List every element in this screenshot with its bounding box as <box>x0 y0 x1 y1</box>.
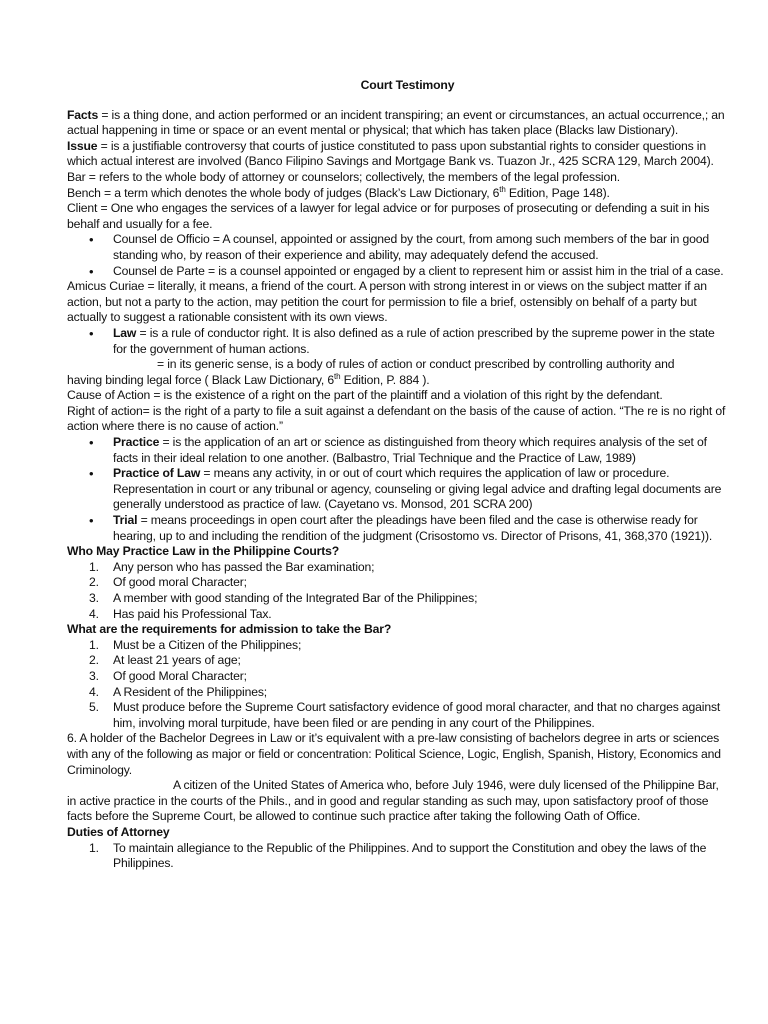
list-item <box>67 607 728 623</box>
item-text: Has paid his Professional Tax. <box>113 606 272 621</box>
practice-text: = is the application of an art or science as distinguished from theory which requires analysis of the set of facts in their ideal relation to one another. (Balbastro, Trial Technique and the Practice of Law, 1989) <box>113 435 707 465</box>
list-item <box>67 653 728 669</box>
right-of-action: Right of action= is the right of a party to file a suit against a defendant on the basis of the cause of action. “The re is no right of action where there is no cause of action.” <box>67 403 726 434</box>
item-text: Must be a Citizen of the Philippines; <box>113 637 302 652</box>
list-item <box>67 575 728 591</box>
item-text: A member with good standing of the Integrated Bar of the Philippines; <box>113 591 478 605</box>
item-text: To maintain allegiance to the Republic of the Philippines. And to support the Constitution and obey the laws of the Philippines. <box>113 840 707 871</box>
issue-text: = is a justifiable controversy that courts of justice constituted to pass upon substantial rights to consider questions in which actual interest are involved (Banco Filipino Savings and Mortgage Bank vs. Tuazon Jr., 425 SCRA 129, March 2004). <box>67 138 714 169</box>
item-text: Any person who has passed the Bar examination; <box>113 559 375 574</box>
law-cite-text: having binding legal force ( Black Law Dictionary, 6 <box>67 372 335 387</box>
duties-list <box>67 841 728 872</box>
list-item <box>67 591 728 607</box>
counsel-list <box>67 232 728 279</box>
list-item <box>67 638 728 654</box>
law-citation <box>67 373 728 389</box>
list-item: • Counsel de Officio = A counsel, appointed or assigned by the court, from among such members of the bar in good standing who, by reason of their experience and ability, may adequately defend the accused. <box>67 232 728 263</box>
item-number: 3. <box>89 668 99 683</box>
practice-of-law-term: Practice of Law <box>113 466 201 481</box>
duties-heading: Duties of Attorney <box>67 824 170 839</box>
list-item <box>67 435 728 466</box>
list-item <box>67 326 728 357</box>
item-number: 2. <box>89 653 99 668</box>
item-text: At least 21 years of age; <box>113 653 241 668</box>
item-number: 2. <box>89 575 99 590</box>
list-item <box>67 841 728 872</box>
issue-definition <box>67 139 728 170</box>
requirements-list <box>67 638 728 732</box>
item-number: 1. <box>89 559 99 574</box>
requirement-six: 6. A holder of the Bachelor Degrees in Law or it’s equivalent with a pre-law consisting of bachelors degree in arts or sciences with any of the following as major or field or concentration: Political Science, Logic, English, Spanish, History, Economics and Criminology. <box>67 731 721 777</box>
law-cite-sup: th <box>334 371 341 381</box>
law-cite-end: Edition, P. 884 ). <box>340 372 430 387</box>
practice-list <box>67 435 728 544</box>
law-term: Law <box>113 325 137 340</box>
who-may-practice-list <box>67 560 728 622</box>
practice-of-law-text: = means any activity, in or out of court which requires the application of law or procedure. Representation in court or any tribunal or agency, counseling or giving legal advice and drafting legal documents are generally understood as practice of law. (Cayetano vs. Monsod, 201 SCRA 200) <box>113 466 722 512</box>
item-number: 4. <box>89 684 99 699</box>
list-item: • Counsel de Parte = is a counsel appointed or engaged by a client to represent him or assist him in the trial of a case. <box>67 264 728 280</box>
law-text: = is a rule of conductor right. It is also defined as a rule of action prescribed by the supreme power in the state for the government of human actions. <box>113 325 715 356</box>
cause-of-action: Cause of Action = is the existence of a right on the part of the plaintiff and a violation of this right by the defendant. <box>67 388 663 403</box>
issue-term: Issue <box>67 138 98 153</box>
item-text: Of good moral Character; <box>113 575 247 590</box>
item-number: 4. <box>89 606 99 621</box>
law-generic: = in its generic sense, is a body of rules of action or conduct prescribed by controlling authority and <box>157 357 675 372</box>
item-text: A Resident of the Philippines; <box>113 684 268 699</box>
item-number: 1. <box>89 840 99 855</box>
item-text: Must produce before the Supreme Court satisfactory evidence of good moral character, and that no charges against him, involving moral turpitude, have been filed or are pending in any court of the Philippines. <box>113 700 721 730</box>
client-definition: Client = One who engages the services of a lawyer for legal advice or for purposes of prosecuting or defending a suit in his behalf and usually for a fee. <box>67 201 710 231</box>
practice-term: Practice <box>113 435 160 450</box>
item-text: Of good Moral Character; <box>113 668 247 683</box>
list-item <box>67 513 728 544</box>
who-may-practice-heading: Who May Practice Law in the Philippine Courts? <box>67 544 340 559</box>
item-number: 5. <box>89 700 99 715</box>
list-item <box>67 685 728 701</box>
item-number: 1. <box>89 637 99 652</box>
facts-term: Facts <box>67 107 99 122</box>
bar-definition: Bar = refers to the whole body of attorney or counselors; collectively, the members of the legal profession. <box>67 169 620 184</box>
item-number: 3. <box>89 591 99 605</box>
citizen-paragraph: A citizen of the United States of America who, before July 1946, were duly licensed of the Philippine Bar, in active practice in the courts of the Phils., and in good and regular standing as such may, upon satisfactory proof of those facts before the Supreme Court, be allowed to continue such practice after taking the following Oath of Office. <box>67 778 719 824</box>
list-item <box>67 669 728 685</box>
list-item <box>67 466 728 513</box>
amicus-definition: Amicus Curiae = literally, it means, a friend of the court. A person with strong interest in or views on the subject matter if an action, but not a party to the action, may petition the court for permission to file a brief, ostensibly on behalf of a party but actually to suggest a rationable consistent with its own views. <box>67 279 707 325</box>
bench-text-end: Edition, Page 148). <box>505 185 610 200</box>
page-title: Court Testimony <box>360 78 455 92</box>
bench-text: Bench = a term which denotes the whole body of judges (Black’s Law Dictionary, 6 <box>67 185 500 200</box>
bench-definition <box>67 186 728 202</box>
list-item <box>67 560 728 576</box>
requirements-heading: What are the requirements for admission to take the Bar? <box>67 622 392 637</box>
list-item <box>67 700 728 731</box>
facts-text: = is a thing done, and action performed or an incident transpiring; an event or circumstances, an actual occurrence,; an actual happening in time or space or an event mental or physical; that which has taken place (Blacks law Distionary). <box>67 107 725 138</box>
facts-definition <box>67 108 728 139</box>
bench-sup: th <box>499 184 506 194</box>
trial-term: Trial <box>113 513 138 528</box>
trial-text: = means proceedings in open court after the pleadings have been filed and the case is otherwise ready for hearing, up to and including the rendition of the judgment (Crisostomo vs. Director of Prisons, 41, 368,370 (1921)). <box>113 513 713 543</box>
law-list <box>67 326 728 357</box>
